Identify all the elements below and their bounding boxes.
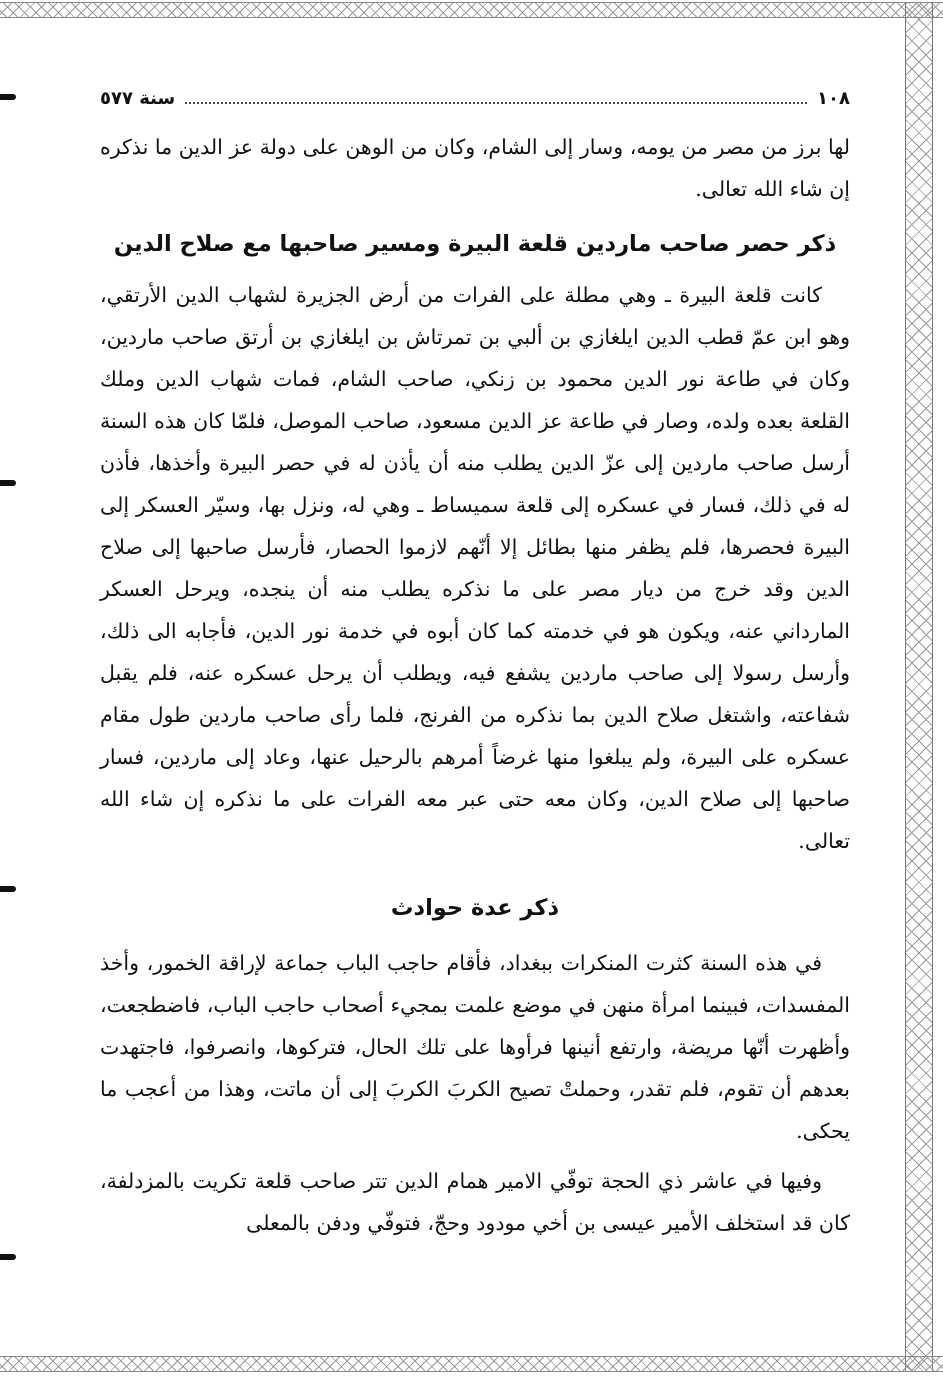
margin-mark — [0, 480, 16, 486]
bottom-border-ornament — [0, 1356, 943, 1372]
section-body-events-1: في هذه السنة كثرت المنكرات ببغداد، فأقام حاجب الباب جماعة لإراقة الخمور، وأخذ المفسدات، فبينما امرأة منهن في موضع علمت بمجيء أصحاب حاجب الباب، فاضطجعت، وأظهرت أنّها مريضة، وارتفع أنينها فرأوها على تلك الحال، فتركوها، وانصرفوا، فاجتهدت بعدهم أن تقوم، فلم تقدر، وحملتْ تصيح الكربَ الكربَ إلى أن ماتت، وهذا من أعجب ما يحكى. — [100, 951, 850, 1143]
running-header — [100, 84, 850, 112]
book-page — [100, 84, 850, 1344]
margin-mark — [0, 886, 16, 892]
intro-paragraph: لها برز من مصر من يومه، وسار إلى الشام، وكان من الوهن على دولة عز الدين ما نذكره إن شاء الله تعالى. — [100, 135, 850, 201]
page-number: ١٠٨ — [817, 87, 850, 109]
margin-mark — [0, 94, 16, 100]
section-heading-events: ذكر عدة حوادث — [390, 895, 560, 921]
year-label: سنة ٥٧٧ — [100, 87, 176, 109]
header-dotted-rule — [185, 92, 807, 104]
section-body-bira-siege: كانت قلعة البيرة ـ وهي مطلة على الفرات من أرض الجزيرة لشهاب الدين الأرتقي، وهو ابن عمّ قطب الدين ايلغازي بن ألبي بن تمرتاش بن ايلغازي بن أرتق صاحب ماردين، وكان في طاعة نور الدين محمود بن زنكي، صاحب الشام، فمات شهاب الدين وملك القلعة بعده ولده، وصار في طاعة عز الدين مسعود، صاحب الموصل، فلمّا كان هذه السنة أرسل صاحب ماردين إلى عزّ الدين يطلب منه أن يأذن له في حصر البيرة وأخذها، فأذن له في ذلك، فسار في عسكره إلى قلعة سميساط ـ وهي له، ونزل بها، وسيّر العسكر إلى البيرة فحصرها، فلم يظفر منها بطائل إلا أنّهم لازموا الحصار، فأرسل صاحبها إلى صلاح الدين وقد خرج من ديار مصر على ما نذكره يطلب منه أن ينجده، ويرحل العسكر المارداني عنه، ويكون هو في خدمته كما كان أبوه في خدمة نور الدين، فأجابه الى ذلك، وأرسل رسولا إلى صاحب ماردين يشفع فيه، ويطلب أن يرحل عسكره عنه، فلم يقبل شفاعته، واشتغل صلاح الدين بما نذكره من الفرنج، فلما رأى صاحب ماردين طول مقام عسكره على البيرة، ولم يبلغوا منها غرضاً أمرهم بالرحيل عنها، وعاد إلى ماردين، فسار صاحبها إلى صلاح الدين، وكان معه حتى عبر معه الفرات على ما نذكره إن شاء الله تعالى. — [100, 283, 850, 853]
right-border-ornament — [905, 2, 933, 1372]
section-heading-bira-siege: ذكر حصر صاحب ماردين قلعة البيرة ومسير صاحبها مع صلاح الدين — [113, 231, 837, 257]
top-border-ornament — [0, 2, 943, 18]
section-body-events-2: وفيها في عاشر ذي الحجة توفّي الامير همام الدين تتر صاحب قلعة تكريت بالمزدلفة، كان قد استخلف الأمير عيسى بن أخي مودود وحجّ، فتوفّي ودفن بالمعلى — [100, 1169, 850, 1235]
margin-mark — [0, 1254, 16, 1260]
